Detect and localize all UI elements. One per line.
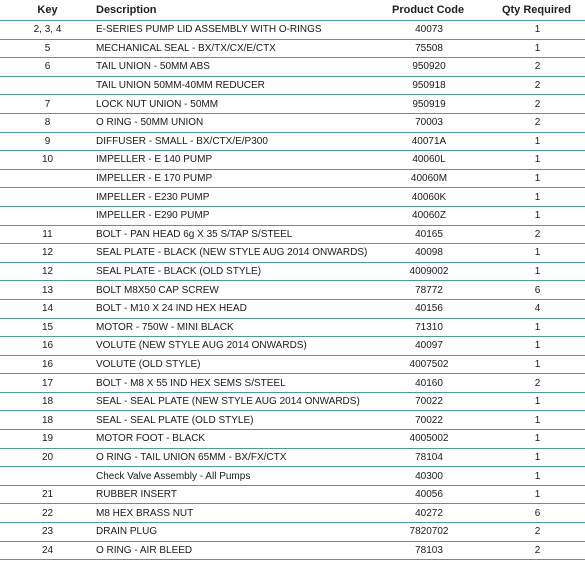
table-row: [0, 541, 585, 560]
row-key: 7: [0, 95, 95, 114]
row-key: 5: [0, 39, 95, 58]
row-description: SEAL PLATE - BLACK (OLD STYLE): [95, 262, 392, 281]
row-key: 12: [0, 244, 95, 263]
row-description: O RING - TAIL UNION 65MM - BX/FX/CTX: [95, 448, 392, 467]
table-row: [0, 337, 585, 356]
row-key: 14: [0, 299, 95, 318]
row-qty: 1: [488, 169, 585, 188]
row-description: SEAL - SEAL PLATE (OLD STYLE): [95, 411, 392, 430]
row-product-code: 40060Z: [392, 206, 488, 225]
row-key: [0, 206, 95, 225]
row-qty: 1: [488, 392, 585, 411]
row-description: LOCK NUT UNION - 50MM: [95, 95, 392, 114]
row-description: E-SERIES PUMP LID ASSEMBLY WITH O-RINGS: [95, 21, 392, 40]
row-key: [0, 76, 95, 95]
row-key: 18: [0, 392, 95, 411]
row-key: 12: [0, 262, 95, 281]
row-key: 16: [0, 355, 95, 374]
row-product-code: 75508: [392, 39, 488, 58]
row-qty: 4: [488, 299, 585, 318]
row-description: M8 HEX BRASS NUT: [95, 504, 392, 523]
row-qty: 2: [488, 225, 585, 244]
row-key: 18: [0, 411, 95, 430]
row-description: DIFFUSER - SMALL - BX/CTX/E/P300: [95, 132, 392, 151]
table-row: [0, 113, 585, 132]
row-qty: 1: [488, 467, 585, 486]
row-qty: 1: [488, 448, 585, 467]
row-qty: 2: [488, 76, 585, 95]
row-product-code: 40300: [392, 467, 488, 486]
row-product-code: 40073: [392, 21, 488, 40]
row-key: 17: [0, 374, 95, 393]
row-description: RUBBER INSERT: [95, 485, 392, 504]
row-description: IMPELLER - E290 PUMP: [95, 206, 392, 225]
row-product-code: 40272: [392, 504, 488, 523]
row-qty: 1: [488, 244, 585, 263]
row-description: BOLT - M8 X 55 IND HEX SEMS S/STEEL: [95, 374, 392, 393]
row-key: 2, 3, 4: [0, 21, 95, 40]
table-row: [0, 318, 585, 337]
table-row: [0, 151, 585, 170]
row-description: VOLUTE (NEW STYLE AUG 2014 ONWARDS): [95, 337, 392, 356]
row-key: 8: [0, 113, 95, 132]
table-row: [0, 206, 585, 225]
row-key: 13: [0, 281, 95, 300]
table-row: [0, 392, 585, 411]
table-row: [0, 39, 585, 58]
table-row: [0, 430, 585, 449]
row-qty: 1: [488, 355, 585, 374]
row-product-code: 78103: [392, 541, 488, 560]
row-product-code: 40165: [392, 225, 488, 244]
row-description: MECHANICAL SEAL - BX/TX/CX/E/CTX: [95, 39, 392, 58]
row-product-code: 40071A: [392, 132, 488, 151]
row-product-code: 4005002: [392, 430, 488, 449]
table-row: [0, 467, 585, 486]
row-product-code: 78772: [392, 281, 488, 300]
row-key: 20: [0, 448, 95, 467]
row-product-code: 40060K: [392, 188, 488, 207]
table-row: [0, 281, 585, 300]
table-row: [0, 411, 585, 430]
table-row: [0, 523, 585, 542]
row-product-code: 40097: [392, 337, 488, 356]
table-row: [0, 299, 585, 318]
table-header: [0, 0, 585, 21]
row-product-code: 71310: [392, 318, 488, 337]
row-description: O RING - 50MM UNION: [95, 113, 392, 132]
table-row: [0, 132, 585, 151]
row-qty: 2: [488, 95, 585, 114]
table-body: [0, 21, 585, 560]
table-row: [0, 244, 585, 263]
header-description: Description: [95, 0, 392, 21]
row-description: IMPELLER - E 140 PUMP: [95, 151, 392, 170]
row-qty: 1: [488, 21, 585, 40]
row-qty: 6: [488, 281, 585, 300]
row-qty: 1: [488, 151, 585, 170]
row-qty: 1: [488, 430, 585, 449]
row-qty: 2: [488, 374, 585, 393]
row-key: 23: [0, 523, 95, 542]
header-qty-required: Qty Required: [488, 0, 585, 21]
table-row: [0, 504, 585, 523]
row-qty: 1: [488, 206, 585, 225]
row-product-code: 4007502: [392, 355, 488, 374]
row-key: 19: [0, 430, 95, 449]
row-product-code: 40056: [392, 485, 488, 504]
row-key: 6: [0, 58, 95, 77]
row-description: MOTOR FOOT - BLACK: [95, 430, 392, 449]
row-product-code: 70022: [392, 392, 488, 411]
row-key: 9: [0, 132, 95, 151]
row-product-code: 78104: [392, 448, 488, 467]
row-product-code: 40156: [392, 299, 488, 318]
row-product-code: 70022: [392, 411, 488, 430]
row-product-code: 40160: [392, 374, 488, 393]
row-description: MOTOR - 750W - MINI BLACK: [95, 318, 392, 337]
table-row: [0, 58, 585, 77]
row-description: TAIL UNION 50MM-40MM REDUCER: [95, 76, 392, 95]
row-key: 10: [0, 151, 95, 170]
row-qty: 1: [488, 262, 585, 281]
row-key: [0, 169, 95, 188]
row-qty: 1: [488, 39, 585, 58]
row-description: SEAL PLATE - BLACK (NEW STYLE AUG 2014 ONWARDS): [95, 244, 392, 263]
row-key: [0, 467, 95, 486]
table-row: [0, 262, 585, 281]
table-row: [0, 485, 585, 504]
table-row: [0, 355, 585, 374]
row-key: 22: [0, 504, 95, 523]
row-description: Check Valve Assembly - All Pumps: [95, 467, 392, 486]
row-description: TAIL UNION - 50MM ABS: [95, 58, 392, 77]
row-qty: 2: [488, 58, 585, 77]
row-key: [0, 188, 95, 207]
row-product-code: 7820702: [392, 523, 488, 542]
row-product-code: 950919: [392, 95, 488, 114]
table-row: [0, 225, 585, 244]
row-qty: 1: [488, 411, 585, 430]
row-product-code: 70003: [392, 113, 488, 132]
row-description: VOLUTE (OLD STYLE): [95, 355, 392, 374]
row-description: BOLT M8X50 CAP SCREW: [95, 281, 392, 300]
row-qty: 1: [488, 132, 585, 151]
row-key: 21: [0, 485, 95, 504]
row-qty: 6: [488, 504, 585, 523]
row-qty: 2: [488, 523, 585, 542]
row-key: 24: [0, 541, 95, 560]
row-description: IMPELLER - E230 PUMP: [95, 188, 392, 207]
header-row: [0, 0, 585, 21]
row-qty: 1: [488, 485, 585, 504]
row-product-code: 40060L: [392, 151, 488, 170]
row-description: DRAIN PLUG: [95, 523, 392, 542]
row-qty: 1: [488, 318, 585, 337]
table-row: [0, 76, 585, 95]
row-description: BOLT - PAN HEAD 6g X 35 S/TAP S/STEEL: [95, 225, 392, 244]
table-row: [0, 448, 585, 467]
row-product-code: 40098: [392, 244, 488, 263]
table-row: [0, 21, 585, 40]
row-description: IMPELLER - E 170 PUMP: [95, 169, 392, 188]
header-product-code: Product Code: [392, 0, 488, 21]
row-key: 16: [0, 337, 95, 356]
row-product-code: 950920: [392, 58, 488, 77]
row-product-code: 950918: [392, 76, 488, 95]
row-qty: 2: [488, 541, 585, 560]
row-description: O RING - AIR BLEED: [95, 541, 392, 560]
row-qty: 1: [488, 337, 585, 356]
header-key: Key: [0, 0, 95, 21]
table-row: [0, 169, 585, 188]
row-description: BOLT - M10 X 24 IND HEX HEAD: [95, 299, 392, 318]
row-qty: 2: [488, 113, 585, 132]
table-row: [0, 188, 585, 207]
row-product-code: 4009002: [392, 262, 488, 281]
row-qty: 1: [488, 188, 585, 207]
row-key: 11: [0, 225, 95, 244]
row-product-code: 40060M: [392, 169, 488, 188]
row-key: 15: [0, 318, 95, 337]
row-description: SEAL - SEAL PLATE (NEW STYLE AUG 2014 ONWARDS): [95, 392, 392, 411]
table-row: [0, 95, 585, 114]
table-row: [0, 374, 585, 393]
